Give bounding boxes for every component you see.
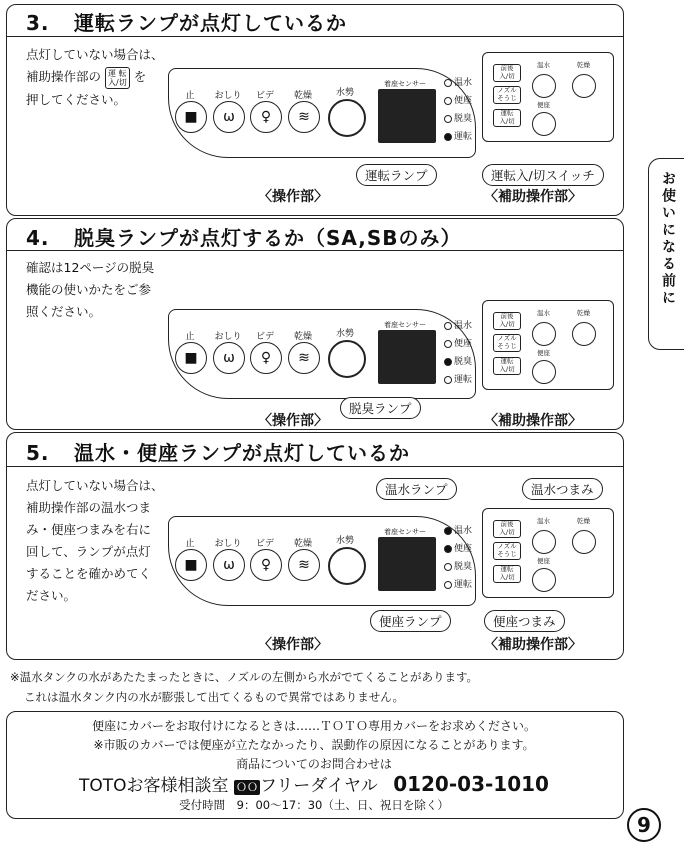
lamp-deodorize: 脱臭 <box>444 559 472 572</box>
seat-sensor <box>378 89 436 143</box>
aux-front-back-button[interactable]: 前後 入/切 <box>493 520 521 538</box>
section-3-title: 3. 運転ランプが点灯しているか <box>26 11 347 35</box>
lamp-deodorize: 脱臭 <box>444 354 472 367</box>
note-line-2: これは温水タンク内の水が膨張して出てくるもので異常ではありません。 <box>24 690 404 704</box>
oshiri-button[interactable]: ω <box>213 342 245 374</box>
stop-button[interactable]: ■ <box>175 101 207 133</box>
bidet-button[interactable]: ♀ <box>250 101 282 133</box>
section-5-text: 点灯していない場合は、 補助操作部の温水つま み・便座つまみを右に 回して、ランプが点灯 することを確かめてく ださい。 <box>26 478 164 603</box>
aux-run-button[interactable]: 運転 入/切 <box>493 357 521 375</box>
side-tab: お使いになる前に <box>648 158 684 350</box>
bidet-button[interactable]: ♀ <box>250 342 282 374</box>
lamp-run: 運転 <box>444 577 472 590</box>
aux-front-back-button[interactable]: 前後 入/切 <box>493 312 521 330</box>
stop-button[interactable]: ■ <box>175 549 207 581</box>
section-4-title: 4. 脱臭ランプが点灯するか（SA,SBのみ） <box>26 226 462 250</box>
aux-nozzle-clean-button[interactable]: ノズル そうじ <box>493 542 521 560</box>
dry-button[interactable]: ≋ <box>288 101 320 133</box>
section-3-text: 点灯していない場合は、 補助操作部の 運 転 入/切 を 押してください。 <box>26 47 164 107</box>
lamp-seat: 便座 <box>444 93 472 106</box>
dry-knob[interactable] <box>572 74 596 98</box>
dry-button[interactable]: ≋ <box>288 342 320 374</box>
lamp-warm-water: 温水 <box>444 318 472 331</box>
phone-number: 0120-03-1010 <box>393 772 549 796</box>
oshiri-button[interactable]: ω <box>213 101 245 133</box>
water-pressure-knob[interactable] <box>328 99 366 137</box>
contact-line-2: ※市販のカバーでは便座が立たなかったり、誤動作の原因になることがあります。 <box>93 738 535 752</box>
aux-front-back-button[interactable]: 前後 入/切 <box>493 64 521 82</box>
callout-warm-water-knob: 温水つまみ <box>522 478 603 500</box>
dry-knob[interactable] <box>572 322 596 346</box>
seat-knob[interactable] <box>532 360 556 384</box>
seat-sensor <box>378 537 436 591</box>
dry-knob[interactable] <box>572 530 596 554</box>
lamp-seat: 便座 <box>444 541 472 554</box>
lamp-warm-water: 温水 <box>444 75 472 88</box>
warm-water-knob[interactable] <box>532 530 556 554</box>
aux-run-button[interactable]: 運転 入/切 <box>493 109 521 127</box>
callout-warm-water-lamp: 温水ランプ <box>376 478 457 500</box>
stop-button[interactable]: ■ <box>175 342 207 374</box>
lamp-seat: 便座 <box>444 336 472 349</box>
inline-run-button: 運 転 入/切 <box>105 67 130 89</box>
aux-nozzle-clean-button[interactable]: ノズル そうじ <box>493 86 521 104</box>
contact-line-3: 商品についてのお問合わせは <box>236 757 392 771</box>
callout-run-lamp: 運転ランプ <box>356 164 437 186</box>
seat-knob[interactable] <box>532 568 556 592</box>
bidet-button[interactable]: ♀ <box>250 549 282 581</box>
aux-nozzle-clean-button[interactable]: ノズル そうじ <box>493 334 521 352</box>
warm-water-knob[interactable] <box>532 322 556 346</box>
seat-sensor <box>378 330 436 384</box>
contact-line-1: 便座にカバーをお取付けになるときは……ＴＯＴＯ専用カバーをお求めください。 <box>91 719 536 733</box>
callout-seat-lamp: 便座ランプ <box>370 610 451 632</box>
aux-run-button[interactable]: 運転 入/切 <box>493 565 521 583</box>
warm-water-knob[interactable] <box>532 74 556 98</box>
callout-seat-knob: 便座つまみ <box>484 610 565 632</box>
contact-hours: 受付時間 9：00〜17：30（土、日、祝日を除く） <box>179 798 449 812</box>
freedial-icon: ＯＯ <box>235 781 258 794</box>
callout-deodorize-lamp: 脱臭ランプ <box>340 397 421 419</box>
lamp-deodorize: 脱臭 <box>444 111 472 124</box>
oshiri-button[interactable]: ω <box>213 549 245 581</box>
section-4-text: 確認は12ページの脱臭 機能の使いかたをご参 照ください。 <box>26 260 155 319</box>
page-number: 9 <box>627 808 661 842</box>
callout-run-switch: 運転入/切スイッチ <box>482 164 604 186</box>
water-pressure-knob[interactable] <box>328 340 366 378</box>
lamp-run: 運転 <box>444 372 472 385</box>
water-pressure-knob[interactable] <box>328 547 366 585</box>
section-4-divider <box>6 250 624 251</box>
section-5-divider <box>6 466 624 467</box>
seat-knob[interactable] <box>532 112 556 136</box>
lamp-run: 運転 <box>444 129 472 142</box>
lamp-warm-water: 温水 <box>444 523 472 536</box>
note-line-1: ※温水タンクの水があたたまったときに、ノズルの左側から水がでてくることがあります。 <box>10 670 479 684</box>
dry-button[interactable]: ≋ <box>288 549 320 581</box>
contact-phone-line: TOTOお客様相談室 ＯＯ フリーダイヤル 0120-03-1010 <box>79 772 549 796</box>
section-3-divider <box>6 36 624 37</box>
section-5-title: 5. 温水・便座ランプが点灯しているか <box>26 441 410 465</box>
